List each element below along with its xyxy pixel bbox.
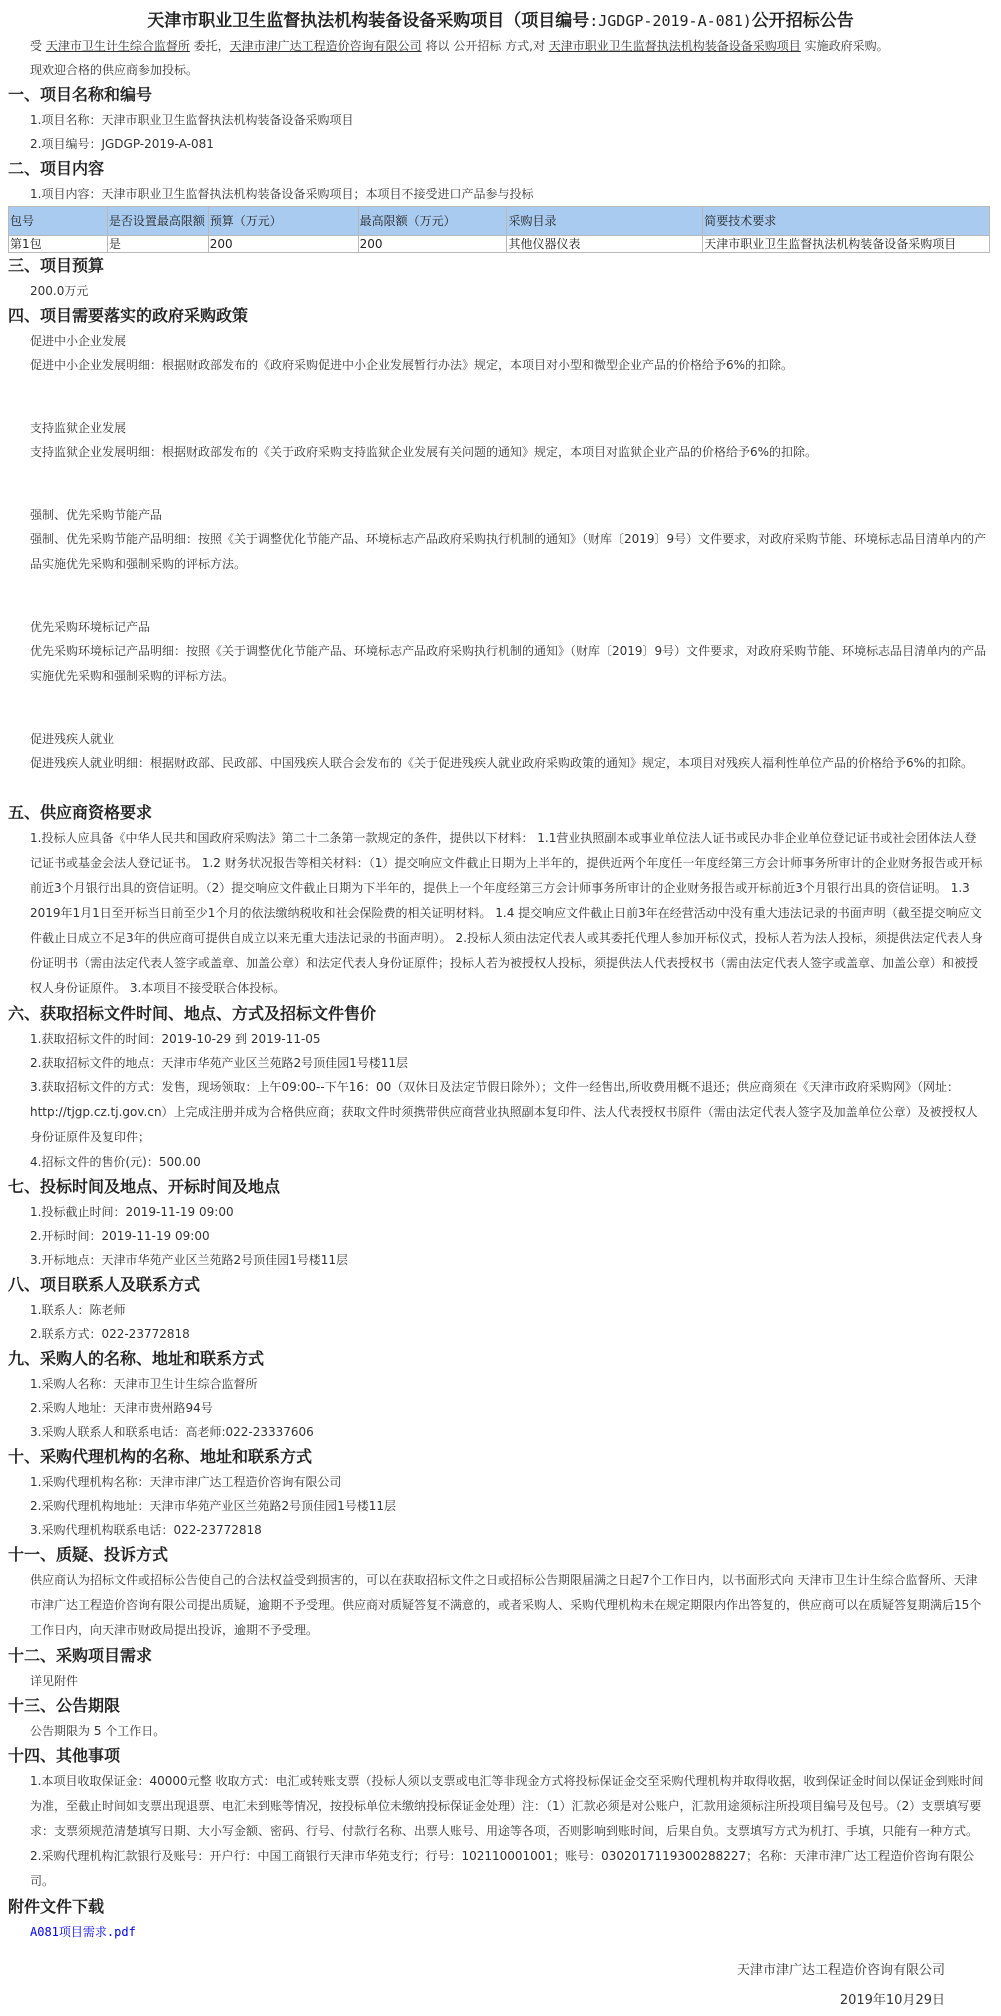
list-item: 1.采购人名称：天津市卫生计生综合监督所 [30, 1377, 258, 1391]
section-heading-5: 五、供应商资格要求 [8, 803, 153, 822]
table-cell: 是 [107, 236, 208, 253]
page-title [0, 0, 1001, 34]
policy-detail: 促进中小企业发展明细：根据财政部发布的《政府采购促进中小企业发展暂行办法》规定，本项目对小型和微型企业产品的价格给予6%的扣除。 [30, 358, 794, 372]
list-item: 2.获取招标文件的地点：天津市华苑产业区兰苑路2号顶佳园1号楼11层 [30, 1056, 408, 1070]
budget-value: 200.0万元 [30, 284, 89, 298]
list-item: 1.联系人：陈老师 [30, 1303, 126, 1317]
section-heading-7: 七、投标时间及地点、开标时间及地点 [8, 1177, 281, 1196]
list-item: 1.投标截止时间：2019-11-19 09:00 [30, 1205, 234, 1219]
list-item: 3.采购人联系人和联系电话：高老师:022-23337606 [30, 1425, 314, 1439]
title-suffix: 公开招标公告 [751, 11, 854, 31]
intro-paragraph [0, 34, 1001, 82]
column-header: 采购目录 [507, 207, 703, 236]
list-item: 2.采购人地址：天津市贵州路94号 [30, 1401, 213, 1415]
section-heading-11: 十一、质疑、投诉方式 [8, 1545, 169, 1564]
spacer [0, 1944, 1001, 1956]
list-item: 3.采购代理机构联系电话：022-23772818 [30, 1523, 262, 1537]
section-heading-10: 十、采购代理机构的名称、地址和联系方式 [8, 1447, 313, 1466]
title-main: 天津市职业卫生监督执法机构装备设备采购项目 [147, 11, 505, 31]
section-heading-4: 四、项目需要落实的政府采购政策 [8, 306, 249, 325]
table-cell: 200 [358, 236, 507, 253]
table-cell: 第1包 [9, 236, 108, 253]
list-item: 3.开标地点：天津市华苑产业区兰苑路2号顶佳园1号楼11层 [30, 1253, 348, 1267]
policy-detail: 强制、优先采购节能产品明细：按照《关于调整优化节能产品、环境标志产品政府采购执行机制的通知》（财库〔2019〕9号）文件要求，对政府采购节能、环境标志品目清单内的产品实施优先采购和强制采购的评标方法。 [30, 532, 987, 571]
list-item: 1.项目内容：天津市职业卫生监督执法机构装备设备采购项目；本项目不接受进口产品参与投标 [30, 187, 534, 201]
list-item: 1.采购代理机构名称：天津市津广达工程造价咨询有限公司 [30, 1475, 342, 1489]
notice-period-text: 公告期限为 5 个工作日。 [30, 1724, 166, 1738]
signature-org: 天津市津广达工程造价咨询有限公司 [736, 1963, 945, 1978]
title-code: :JGDGP-2019-A-081) [589, 12, 752, 30]
list-item: 2.联系方式：022-23772818 [30, 1327, 190, 1341]
column-header: 是否设置最高限额 [107, 207, 208, 236]
policy-name: 强制、优先采购节能产品 [30, 508, 163, 522]
complaint-text: 供应商认为招标文件或招标公告使自己的合法权益受到损害的，可以在获取招标文件之日或招标公告期限届满之日起7个工作日内，以书面形式向 天津市卫生计生综合监督所、天津市津广达工程造价咨询有限公司提出质疑，逾期不予受理。供应商对质疑答复不满意的，或者采购人、采购代理机构未在规定期限内作出答复的，供应商可以在质疑答复期满后15个工作日内，向天津市财政局提出投诉，逾期不予受理。 [30, 1573, 982, 1637]
list-item: 2.开标时间：2019-11-19 09:00 [30, 1229, 210, 1243]
policy-detail: 促进残疾人就业明细：根据财政部、民政部、中国残疾人联合会发布的《关于促进残疾人就业政府采购政策的通知》规定，本项目对残疾人福利性单位产品的价格给予6%的扣除。 [30, 756, 974, 770]
section-heading-6: 六、获取招标文件时间、地点、方式及招标文件售价 [8, 1004, 377, 1023]
spacer [0, 489, 1001, 503]
list-item: 2.项目编号：JGDGP-2019-A-081 [30, 137, 214, 151]
policy-name: 促进中小企业发展 [30, 334, 127, 348]
spacer [0, 689, 1001, 713]
policy-name: 优先采购环境标记产品 [30, 620, 151, 634]
table-cell: 200 [208, 236, 358, 253]
spacer [0, 713, 1001, 727]
intro-text: 将以 公开招标 方式,对 [421, 39, 549, 53]
column-header: 预算（万元） [208, 207, 358, 236]
spacer [0, 577, 1001, 601]
intro-text: 实施政府采购。 [800, 39, 889, 53]
section-heading-12: 十二、采购项目需求 [8, 1646, 153, 1665]
section-heading-13: 十三、公告期限 [8, 1696, 121, 1715]
attachment-link[interactable]: A081项目需求.pdf [30, 1925, 136, 1939]
table-cell: 天津市职业卫生监督执法机构装备设备采购项目 [703, 236, 990, 253]
section-heading-14: 十四、其他事项 [8, 1746, 121, 1765]
policy-name: 促进残疾人就业 [30, 732, 115, 746]
agency-link[interactable]: 天津市津广达工程造价咨询有限公司 [229, 39, 422, 53]
intro-text: 委托， [189, 39, 230, 53]
table-cell: 其他仪器仪表 [507, 236, 703, 253]
spacer [0, 776, 1001, 800]
intro-welcome: 现欢迎合格的供应商参加投标。 [30, 63, 199, 77]
spacer [0, 465, 1001, 489]
column-header: 最高限额（万元） [358, 207, 507, 236]
column-header: 简要技术要求 [703, 207, 990, 236]
list-item: 1.获取招标文件的时间：2019-10-29 到 2019-11-05 [30, 1032, 321, 1046]
section-heading-1: 一、项目名称和编号 [8, 85, 153, 104]
list-item: 2.采购代理机构地址：天津市华苑产业区兰苑路2号顶佳园1号楼11层 [30, 1499, 396, 1513]
title-code-prefix: （项目编号 [504, 11, 590, 31]
table-row [9, 236, 990, 253]
spacer [0, 402, 1001, 416]
purchaser-link[interactable]: 天津市卫生计生综合监督所 [45, 39, 190, 53]
policy-detail: 优先采购环境标记产品明细：按照《关于调整优化节能产品、环境标志产品政府采购执行机制的通知》（财库〔2019〕9号）文件要求，对政府采购节能、环境标志品目清单内的产品实施优先采购和强制采购的评标方法。 [30, 644, 987, 683]
package-table [8, 206, 990, 253]
list-item: 1.项目名称：天津市职业卫生监督执法机构装备设备采购项目 [30, 113, 354, 127]
policy-detail: 支持监狱企业发展明细：根据财政部发布的《关于政府采购支持监狱企业发展有关问题的通知》规定，本项目对监狱企业产品的价格给予6%的扣除。 [30, 445, 818, 459]
section-heading-3: 三、项目预算 [8, 256, 105, 275]
requirements-text: 详见附件 [30, 1674, 79, 1688]
section-heading-8: 八、项目联系人及联系方式 [8, 1275, 201, 1294]
column-header: 包号 [9, 207, 108, 236]
other-matters-text: 1.本项目收取保证金：40000元整 收取方式：电汇或转账支票（投标人须以支票或电汇等非现金方式将投标保证金交至采购代理机构并取得收据，收到保证金时间以保证金到账时间为准，至截止时间如支票出现退票、电汇未到账等情况，按投标单位未缴纳投标保证金处理）注：（1）汇款必须是对公账户，汇款用途须标注所投项目编号及包号。（2）支票填写要求：支票须规范清楚填写日期、大小写金额、密码、行号、付款行名称、出票人账号、用途等各项，否则影响到账时间，后果自负。支票填写方式为机打、手填，只能有一种方式。2.采购代理机构汇款银行及账号：开户行：中国工商银行天津市华苑支行；行号：102110001001；账号：0302017119300288227；名称：天津市津广达工程造价咨询有限公司。 [30, 1774, 984, 1888]
project-link[interactable]: 天津市职业卫生监督执法机构装备设备采购项目 [548, 39, 801, 53]
intro-text: 受 [30, 39, 46, 53]
section-heading-2: 二、项目内容 [8, 159, 105, 178]
spacer [0, 378, 1001, 402]
policy-name: 支持监狱企业发展 [30, 421, 127, 435]
attachments-heading: 附件文件下载 [8, 1897, 105, 1916]
qualification-text: 1.投标人应具备《中华人民共和国政府采购法》第二十二条第一款规定的条件，提供以下材料： 1.1营业执照副本或事业单位法人证书或民办非企业单位登记证书或社会团体法人登记证书或基金会法人登记证书。 1.2 财务状况报告等相关材料：（1）提交响应文件截止日期为上半年的，提供近两个年度任一年度经第三方会计师事务所审计的企业财务报告或开标前近3个月银行出具的资信证明。（2）提交响应文件截止日期为下半年的，提供上一个年度经第三方会计师事务所审计的企业财务报告或开标前近3个月银行出具的资信证明。 1.3 2019年1月1日至开标当日前至少1个月的依法缴纳税收和社会保险费的相关证明材料。 1.4 提交响应文件截止日前3年在经营活动中没有重大违法记录的书面声明（截至提交响应文件截止日成立不足3年的供应商可提供自成立以来无重大违法记录的书面声明）。 2.投标人须由法定代表人或其委托代理人参加开标仪式，投标人若为法人投标，须提供法定代表人身份证明书（需由法定代表人签字或盖章、加盖公章）和法定代表人身份证原件；投标人若为被授权人投标，须提供法人代表授权书（需由法定代表人签字或盖章、加盖公章）和被授权人身份证原件。 3.本项目不接受联合体投标。 [30, 831, 983, 995]
signature-date: 2019年10月29日 [839, 1993, 945, 2008]
list-item: 3.获取招标文件的方式：发售，现场领取：上午09:00--下午16：00（双休日及法定节假日除外）；文件一经售出,所收费用概不退还；供应商须在《天津市政府采购网》（网址：http://tjgp.cz.tj.gov.cn）上完成注册并成为合格供应商；获取文件时须携带供应商营业执照副本复印件、法人代表授权书原件（需由法定代表人签字及加盖单位公章）及被授权人身份证原件及复印件； [30, 1080, 978, 1144]
attachment-item [0, 1920, 1001, 1944]
table-header-row [9, 207, 990, 236]
section-heading-9: 九、采购人的名称、地址和联系方式 [8, 1349, 265, 1368]
list-item: 4.招标文件的售价(元)：500.00 [30, 1155, 201, 1169]
spacer [0, 601, 1001, 615]
